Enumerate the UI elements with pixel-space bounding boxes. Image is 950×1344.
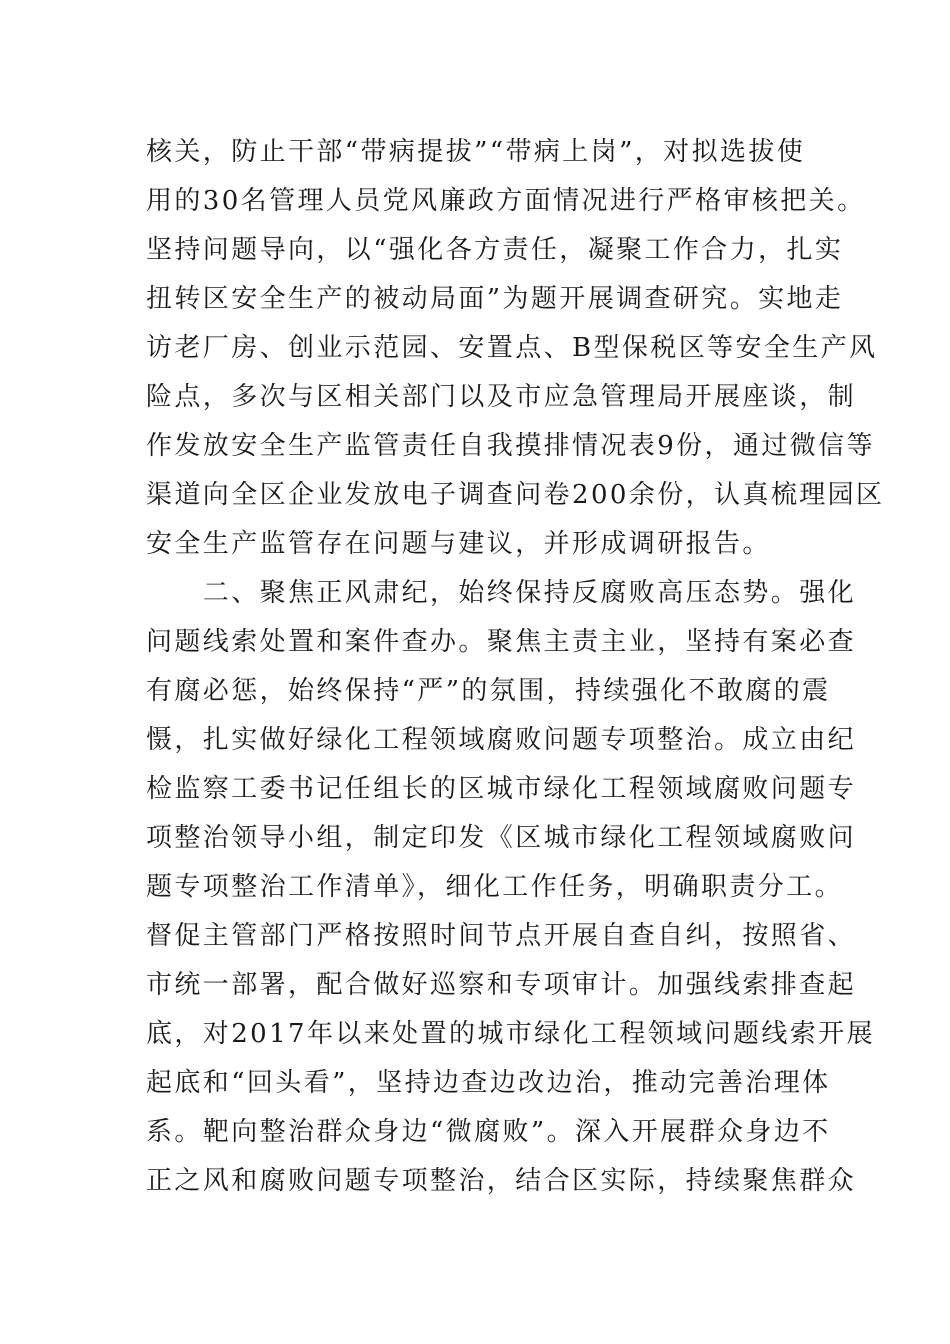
text-line: 扭转区安全生产的被动局面”为题开展调查研究。实地走 [146,284,844,314]
text-line: 用的30名管理人员党风廉政方面情况进行严格审核把关。 [146,186,866,216]
text-line: 检监察工委书记任组长的区城市绿化工程领域腐败问题专 [146,774,857,804]
text-line: 市统一部署，配合做好巡察和专项审计。加强线索排查起 [146,970,857,1000]
text-line: 题专项整治工作清单》，细化工作任务，明确职责分工。 [146,872,844,902]
text-line: 起底和“回头看”，坚持边查边改边治，推动完善治理体 [146,1068,831,1098]
text-line: 访老厂房、创业示范园、安置点、B型保税区等安全生产风 [146,333,878,363]
text-line: 有腐必惩，始终保持“严”的氛围，持续强化不敢腐的震 [146,676,831,706]
text-line: 二、聚焦正风肃纪，始终保持反腐败高压态势。强化 [146,578,857,608]
text-line: 督促主管部门严格按照时间节点开展自查自纠，按照省、 [146,921,857,951]
text-line: 险点，多次与区相关部门以及市应急管理局开展座谈，制 [146,382,857,412]
text-line: 坚持问题导向，以“强化各方责任，凝聚工作合力，扎实 [146,235,844,265]
text-line: 项整治领导小组，制定印发《区城市绿化工程领域腐败问 [146,823,857,853]
text-line: 慑，扎实做好绿化工程领域腐败问题专项整治。成立由纪 [146,725,857,755]
text-line: 系。靶向整治群众身边“微腐败”。深入开展群众身边不 [146,1117,831,1147]
text-line: 核关，防止干部“带病提拔”“带病上岗”，对拟选拔使 [146,137,806,167]
body-text [146,128,885,1206]
text-line: 作发放安全生产监管责任自我摸排情况表9份，通过微信等 [146,431,875,461]
text-line: 底，对2017年以来处置的城市绿化工程领域问题线索开展 [146,1019,875,1049]
text-line: 问题线索处置和案件查办。聚焦主责主业，坚持有案必查 [146,627,857,657]
text-line: 正之风和腐败问题专项整治，结合区实际，持续聚焦群众 [146,1166,857,1196]
text-line: 渠道向全区企业发放电子调查问卷200余份，认真梳理园区 [146,480,885,510]
text-line: 安全生产监管存在问题与建议，并形成调研报告。 [146,529,771,559]
